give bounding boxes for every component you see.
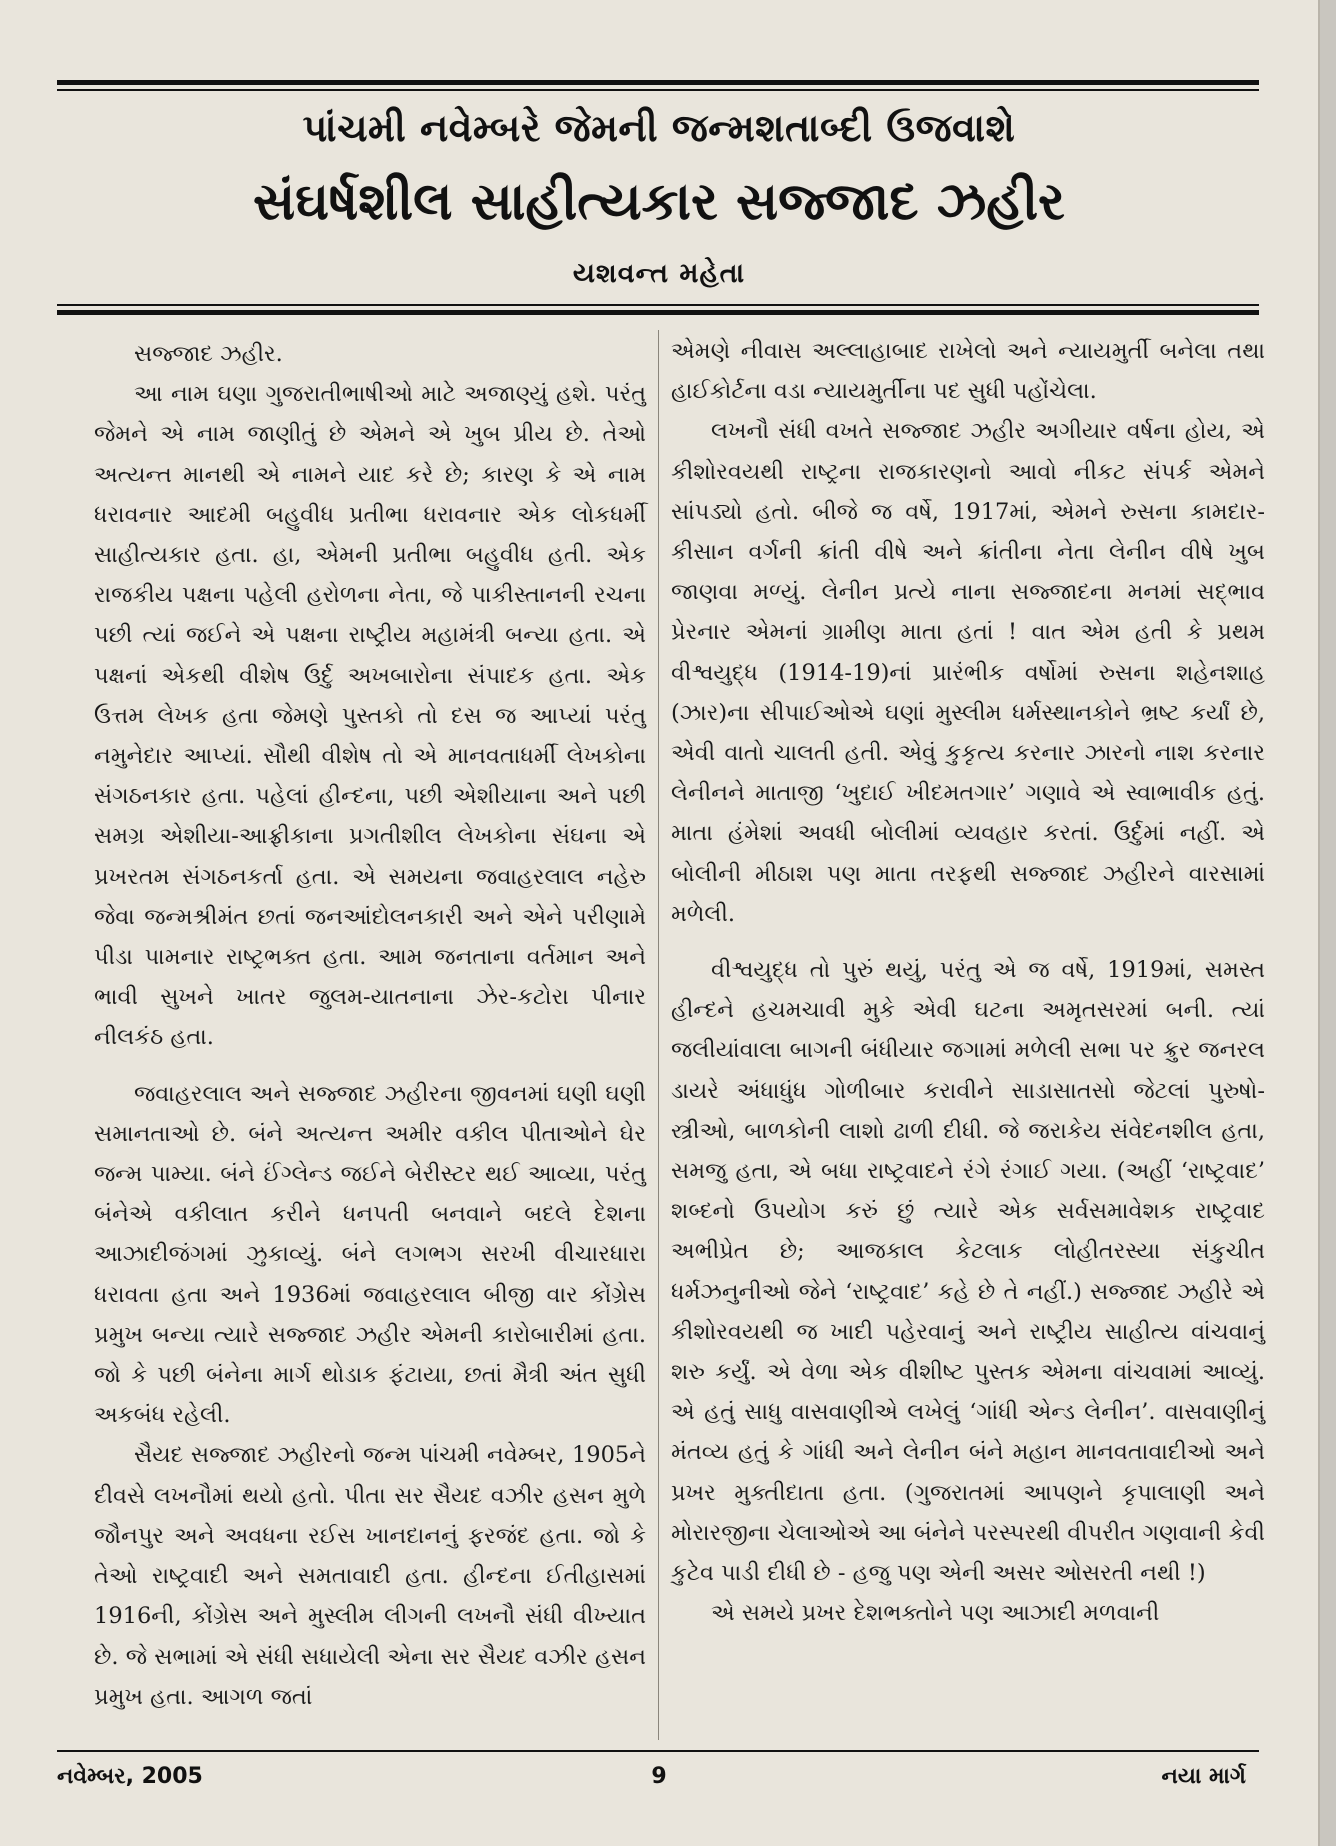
paragraph: જવાહરલાલ અને સજ્જાદ ઝહીરના જીવનમાં ઘણી ઘણી સમાનતાઓ છે. બંને અત્યન્ત અમીર વકીલ પીતાઓને ઘેર જન્મ પામ્યા. બંને ઈંગ્લેન્ડ જઈને બેરીસ્ટર થઈ આવ્યા, પરંતુ બંનેએ વકીલાત કરીને ધનપતી બનવાને બદલે દેશના આઝાદીજંગમાં ઝુકાવ્યું. બંને લગભગ સરખી વીચારધારા ધરાવતા હતા અને 1936માં જવાહરલાલ બીજી વાર કોંગ્રેસ પ્રમુખ બન્યા ત્યારે સજ્જાદ ઝહીર એમની કારોબારીમાં હતા. જો કે પછી બંનેના માર્ગ થોડાક ફંટાયા, છતાં મૈત્રી અંત સુધી અકબંધ રહેલી. [94,1080,646,1429]
article-title: સંઘર્ષશીલ સાહીત્યકાર સજ્જાદ ઝહીર [253,172,1065,232]
footer-date: નવેમ્બર, 2005 [57,1764,203,1789]
page-number: 9 [651,1764,667,1789]
left-column [94,334,646,1717]
right-column [671,331,1265,1634]
header-rule-thin [57,304,1259,306]
paragraph: લખનૌ સંધી વખતે સજ્જાદ ઝહીર અગીયાર વર્ષના હોય, એ કીશોરવયથી રાષ્ટ્રના રાજકારણનો આવો નીકટ સંપર્ક એમને સાંપડ્યો હતો. બીજે જ વર્ષે, 1917માં, એમને રુસના કામદાર-કીસાન વર્ગની ક્રાંતી વીષે અને ક્રાંતીના નેતા લેનીન વીષે ખુબ જાણવા મળ્યું. લેનીન પ્રત્યે નાના સજ્જાદના મનમાં સદ્ભાવ પ્રેરનાર એમનાં ગ્રામીણ માતા હતાં ! વાત એમ હતી કે પ્રથમ વીશ્વયુદ્ધ (1914-19)નાં પ્રારંભીક વર્ષોમાં રુસના શહેનશાહ (ઝાર)ના સીપાઈઓએ ઘણાં મુસ્લીમ ધર્મસ્થાનકોને ભ્રષ્ટ કર્યાં છે, એવી વાતો ચાલતી હતી. એવું કુકૃત્ય કરનાર ઝારનો નાશ કરનાર લેનીનને માતાજી ‘ખુદાઈ ખીદમતગાર’ ગણાવે એ સ્વાભાવીક હતું. માતા હંમેશાં અવધી બોલીમાં વ્યવહાર કરતાં. ઉર્દુમાં નહીં. એ બોલીની મીઠાશ પણ માતા તરફથી સજ્જાદ ઝહીરને વારસામાં મળેલી. [671,418,1265,927]
article-kicker: પાંચમી નવેમ્બરે જેમની જન્મશતાબ્દી ઉજવાશે [302,106,1016,150]
paragraph: આ નામ ઘણા ગુજરાતીભાષીઓ માટે અજાણ્યું હશે. પરંતુ જેમને એ નામ જાણીતું છે એમને એ ખુબ પ્રીય છે. તેઓ અત્યન્ત માનથી એ નામને યાદ કરે છે; કારણ કે એ નામ ધરાવનાર આદમી બહુવીધ પ્રતીભા ધરાવનાર એક લોકધર્મી સાહીત્યકાર હતા. હા, એમની પ્રતીભા બહુવીધ હતી. એક રાજકીય પક્ષના પહેલી હરોળના નેતા, જે પાકીસ્તાનની રચના પછી ત્યાં જઈને એ પક્ષના રાષ્ટ્રીય મહામંત્રી બન્યા હતા. એ પક્ષનાં એકથી વીશેષ ઉર્દુ અખબારોના સંપાદક હતા. એક ઉત્તમ લેખક હતા જેમણે પુસ્તકો તો દસ જ આપ્યાં પરંતુ નમુનેદાર આપ્યાં. સૌથી વીશેષ તો એ માનવતાધર્મી લેખકોના સંગઠનકાર હતા. પહેલાં હીન્દના, પછી એશીયાના અને પછી સમગ્ર એશીયા-આફ્રીકાના પ્રગતીશીલ લેખકોના સંઘના એ પ્રખરતમ સંગઠનકર્તા હતા. એ સમયના જવાહરલાલ નહેરુ જેવા જન્મશ્રીમંત છતાં જનઆંદોલનકારી અને એને પરીણામે પીડા પામનાર રાષ્ટ્રભક્ત હતા. આમ જનતાના વર્તમાન અને ભાવી સુખને ખાતર જુલમ-યાતનાના ઝેર-કટોરા પીનાર નીલકંઠ હતા. [94,381,646,1051]
paragraph: સજ્જાદ ઝહીર. [134,341,283,367]
top-rule [57,80,1259,85]
paragraph: વીશ્વયુદ્ધ તો પુરું થયું, પરંતુ એ જ વર્ષે, 1919માં, સમસ્ત હીન્દને હચમચાવી મુકે એવી ઘટના અમૃતસરમાં બની. ત્યાં જલીયાંવાલા બાગની બંધીયાર જગામાં મળેલી સભા પર ક્રુર જનરલ ડાયરે અંધાધુંધ ગોળીબાર કરાવીને સાડાસાતસો જેટલાં પુરુષો-સ્ત્રીઓ, બાળકોની લાશો ઢાળી દીધી. જે જરાકેય સંવેદનશીલ હતા, સમજુ હતા, એ બધા રાષ્ટ્રવાદને રંગે રંગાઈ ગયા. (અહીં ‘રાષ્ટ્રવાદ’ શબ્દનો ઉપયોગ કરું છું ત્યારે એક સર્વસમાવેશક રાષ્ટ્રવાદ અભીપ્રેત છે; આજકાલ કેટલાક લોહીતરસ્યા સંકુચીત ધર્મઝનુનીઓ જેને ‘રાષ્ટ્રવાદ’ કહે છે તે નહીં.) સજ્જાદ ઝહીરે એ કીશોરવયથી જ ખાદી પહેરવાનું અને રાષ્ટ્રીય સાહીત્ય વાંચવાનું શરુ કર્યું. એ વેળા એક વીશીષ્ટ પુસ્તક એમના વાંચવામાં આવ્યું. એ હતું સાધુ વાસવાણીએ લખેલું ‘ગાંધી એન્ડ લેનીન’. વાસવાણીનું મંતવ્ય હતું કે ગાંધી અને લેનીન બંને મહાન માનવતાવાદીઓ અને પ્રખર મુક્તીદાતા હતા. (ગુજરાતમાં આપણને કૃપાલાણી અને મોરારજીના ચેલાઓએ આ બંનેને પરસ્પરથી વીપરીત ગણવાની કેવી કુટેવ પાડી દીધી છે - હજુ પણ એની અસર ઓસરતી નથી !) [671,957,1265,1587]
footer-rule [57,1750,1259,1752]
top-rule-thin [57,89,1259,91]
paragraph: એમણે નીવાસ અલ્લાહાબાદ રાખેલો અને ન્યાયમુર્તી બનેલા તથા હાઈકોર્ટના વડા ન્યાયમુર્તીના પદ સુધી પહોંચેલા. [671,338,1265,405]
column-divider [658,330,659,1740]
article-author: યશવન્ત મહેતા [572,258,746,289]
paragraph: એ સમયે પ્રખર દેશભક્તોને પણ આઝાદી મળવાની [711,1600,1160,1627]
publication-name: નયા માર્ગ [1161,1764,1246,1789]
paragraph: સૈયદ સજ્જાદ ઝહીરનો જન્મ પાંચમી નવેમ્બર, 1905ને દીવસે લખનૌમાં થયો હતો. પીતા સર સૈયદ વઝીર હસન મુળે જૌનપુર અને અવધના રઈસ ખાનદાનનું ફરજંદ હતા. જો કે તેઓ રાષ્ટ્રવાદી અને સમતાવાદી હતા. હીન્દના ઈતીહાસમાં 1916ની, કોંગ્રેસ અને મુસ્લીમ લીગની લખનૌ સંધી વીખ્યાત છે. જે સભામાં એ સંધી સધાયેલી એના સર સૈયદ વઝીર હસન પ્રમુખ હતા. આગળ જતાં [94,1442,646,1710]
header-rule [57,310,1259,315]
